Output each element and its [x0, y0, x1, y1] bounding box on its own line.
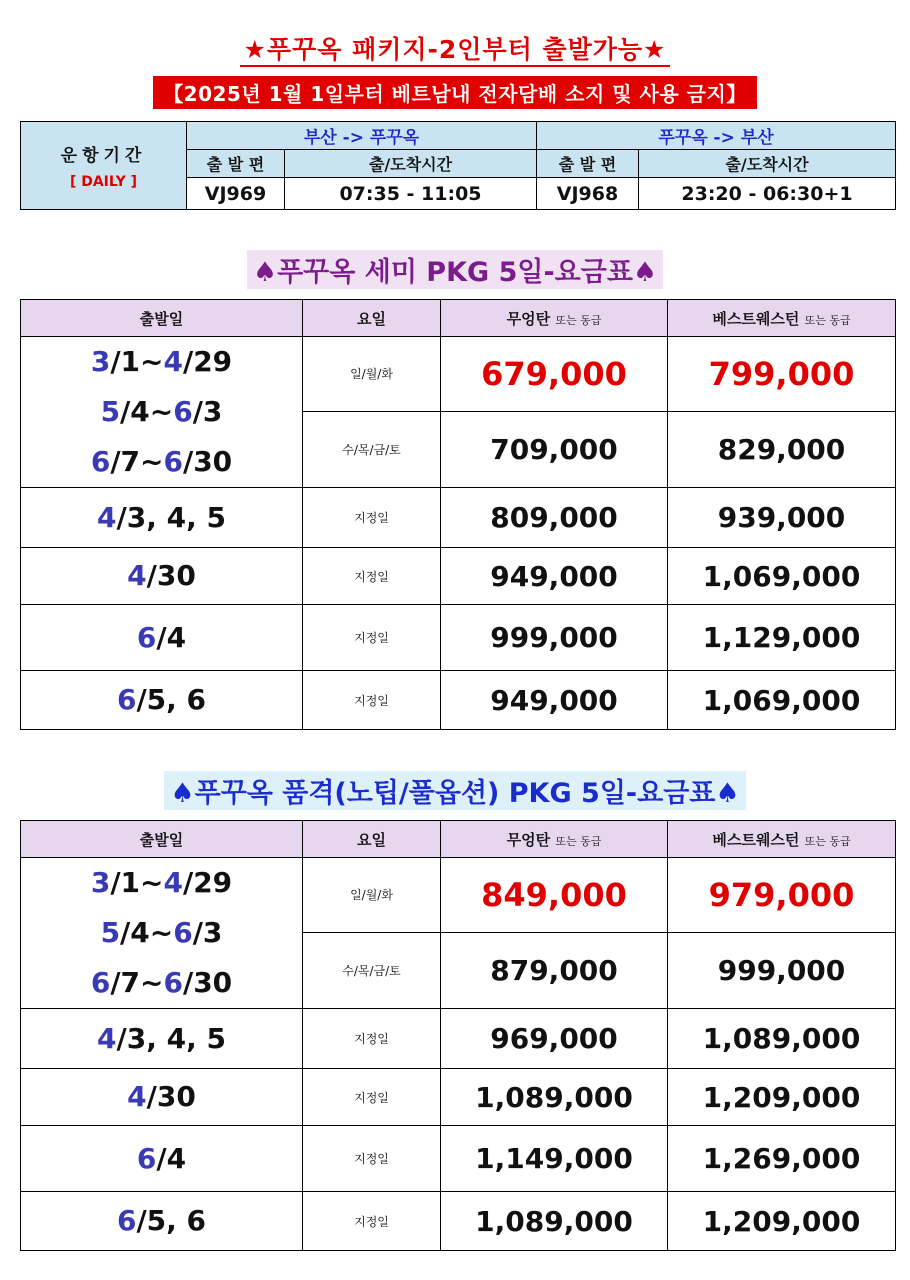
flight-schedule-table: [20, 121, 896, 210]
notice-text: 【2025년 1월 1일부터 베트남내 전자담배 소지 및 사용 금지】: [153, 76, 757, 109]
inbound-time: 23:20 - 06:30+1: [639, 178, 896, 210]
price-hotel2: 1,069,000: [668, 671, 896, 730]
date-cell: 4/3, 4, 5: [21, 488, 303, 548]
price-hotel2: 829,000: [668, 411, 896, 487]
hotel1-name: 무엉탄: [506, 830, 551, 849]
inbound-route: 푸꾸옥 -> 부산: [537, 122, 896, 150]
table-row: [21, 605, 896, 671]
premium-price-table: [20, 820, 896, 1251]
price-hotel1: 969,000: [441, 1009, 668, 1069]
hotel1-name: 무엉탄: [506, 309, 551, 328]
weekday-cell: 지정일: [303, 1192, 441, 1251]
hotel1-sub: 또는 동급: [555, 313, 602, 327]
premium-package-title: [0, 771, 910, 810]
weekday-cell: 지정일: [303, 671, 441, 730]
col-header-hotel1: [441, 300, 668, 337]
price-hotel2: 999,000: [668, 932, 896, 1008]
date-range-cell: [21, 858, 303, 1009]
weekday-cell: 지정일: [303, 1069, 441, 1126]
semi-package-title: [0, 250, 910, 289]
date-cell: 6/5, 6: [21, 671, 303, 730]
weekday-cell: 지정일: [303, 1009, 441, 1069]
table-row: [21, 488, 896, 548]
date-range-line: 3/1~4/29: [90, 866, 233, 899]
price-hotel1: 1,089,000: [441, 1192, 668, 1251]
semi-package-title-text: ♠푸꾸옥 세미 PKG 5일-요금표♠: [247, 250, 663, 289]
date-range-line: 6/7~6/30: [90, 445, 233, 478]
table-row: [21, 1069, 896, 1126]
date-range-line: 5/4~6/3: [100, 395, 223, 428]
col-header-hotel2: [668, 300, 896, 337]
price-hotel1: 809,000: [441, 488, 668, 548]
table-row: [21, 671, 896, 730]
price-hotel2: 1,129,000: [668, 605, 896, 671]
price-hotel2: 1,209,000: [668, 1192, 896, 1251]
inbound-time-header: 출/도착시간: [639, 150, 896, 178]
weekday-cell: 지정일: [303, 548, 441, 605]
col-header-date: 출발일: [21, 821, 303, 858]
date-cell: 6/4: [21, 605, 303, 671]
hotel1-sub: 또는 동급: [555, 834, 602, 848]
date-cell: 4/30: [21, 548, 303, 605]
col-header-day: 요일: [303, 821, 441, 858]
outbound-flight-header: 출 발 편: [187, 150, 285, 178]
weekday-cell: 지정일: [303, 605, 441, 671]
outbound-flight-number: VJ969: [187, 178, 285, 210]
hotel2-name: 베스트웨스턴: [712, 830, 800, 849]
date-range-line: 6/7~6/30: [90, 966, 233, 999]
hotel2-sub: 또는 동급: [804, 834, 851, 848]
hotel2-name: 베스트웨스턴: [712, 309, 800, 328]
date-range-line: 3/1~4/29: [90, 345, 233, 378]
price-hotel1: 849,000: [441, 858, 668, 933]
hotel2-sub: 또는 동급: [804, 313, 851, 327]
weekday-cell: 지정일: [303, 488, 441, 548]
outbound-time: 07:35 - 11:05: [285, 178, 537, 210]
outbound-route: 부산 -> 푸꾸옥: [187, 122, 537, 150]
col-header-date: 출발일: [21, 300, 303, 337]
price-hotel2: 1,209,000: [668, 1069, 896, 1126]
price-hotel1: 1,149,000: [441, 1126, 668, 1192]
price-hotel1: 999,000: [441, 605, 668, 671]
price-hotel2: 979,000: [668, 858, 896, 933]
col-header-hotel2: [668, 821, 896, 858]
col-header-day: 요일: [303, 300, 441, 337]
weekday-cell: 일/월/화: [303, 337, 441, 412]
weekday-cell: 수/목/금/토: [303, 411, 441, 487]
price-hotel2: 1,069,000: [668, 548, 896, 605]
date-range-line: 5/4~6/3: [100, 916, 223, 949]
premium-package-title-text: ♠푸꾸옥 품격(노팁/풀옵션) PKG 5일-요금표♠: [164, 771, 745, 810]
operation-period-daily: [ DAILY ]: [69, 174, 138, 190]
notice-banner: [0, 76, 910, 109]
price-hotel2: 1,269,000: [668, 1126, 896, 1192]
price-hotel1: 949,000: [441, 671, 668, 730]
price-hotel1: 679,000: [441, 337, 668, 412]
date-cell: 4/3, 4, 5: [21, 1009, 303, 1069]
price-hotel1: 949,000: [441, 548, 668, 605]
price-hotel2: 1,089,000: [668, 1009, 896, 1069]
outbound-time-header: 출/도착시간: [285, 150, 537, 178]
price-hotel1: 1,089,000: [441, 1069, 668, 1126]
date-cell: 6/5, 6: [21, 1192, 303, 1251]
semi-price-table: [20, 299, 896, 730]
price-hotel2: 799,000: [668, 337, 896, 412]
operation-period-label: 운항기간: [60, 146, 147, 166]
date-cell: 4/30: [21, 1069, 303, 1126]
operation-period-cell: [21, 122, 187, 210]
date-cell: 6/4: [21, 1126, 303, 1192]
weekday-cell: 수/목/금/토: [303, 932, 441, 1008]
date-range-cell: [21, 337, 303, 488]
weekday-cell: 지정일: [303, 1126, 441, 1192]
inbound-flight-number: VJ968: [537, 178, 639, 210]
table-row: [21, 1009, 896, 1069]
price-hotel2: 939,000: [668, 488, 896, 548]
price-hotel1: 879,000: [441, 932, 668, 1008]
page-title-text: ★푸꾸옥 패키지-2인부터 출발가능★: [240, 35, 671, 67]
table-row: [21, 548, 896, 605]
col-header-hotel1: [441, 821, 668, 858]
weekday-cell: 일/월/화: [303, 858, 441, 933]
page-title: [0, 30, 910, 66]
inbound-flight-header: 출 발 편: [537, 150, 639, 178]
table-row: [21, 1192, 896, 1251]
price-hotel1: 709,000: [441, 411, 668, 487]
table-row: [21, 1126, 896, 1192]
